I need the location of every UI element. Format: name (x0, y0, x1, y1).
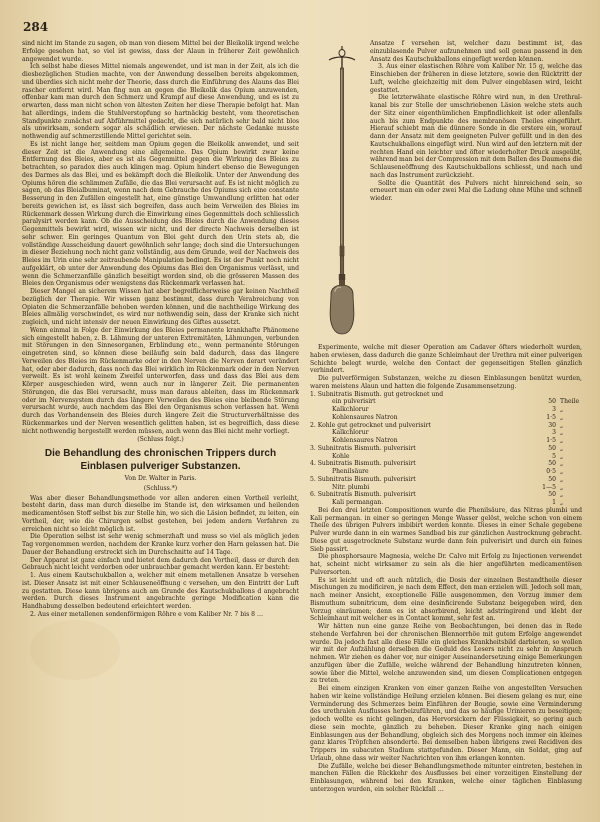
formula-unit: „ (560, 429, 564, 437)
paragraph: 1. Aus einem Kautschukballon a, welcher mit einem metallenen Ansatze b versehen ist. Dieser Ansatz ist mit einer Schlauseneöffnung c versehen, um den Eintritt der Luft zu gestatten. Diese kann übrigens auch am Grunde des Kautschukballons d angebracht werden. Durch dieses Instrument angebrachte geringe Modification kann die Handhabung desselben bedeutend erleichtert werden. (22, 572, 299, 610)
formula-amount: 5 (552, 452, 556, 460)
formula-unit: „ (560, 444, 564, 452)
formula-list (310, 391, 582, 507)
left-column (22, 40, 299, 820)
formula-row (310, 437, 582, 445)
formula-amount: 0·5 (546, 468, 556, 475)
article-author: Von Dr. Walter in Paris. (124, 475, 197, 482)
right-bottom-intro (310, 344, 582, 391)
formula-unit: „ (560, 475, 564, 483)
formula-unit: „ (560, 452, 564, 460)
formula-unit (556, 391, 582, 399)
article-title: Die Behandlung des chronischen Trippers durch Einblasen pulveriger Substanzen. (44, 448, 277, 472)
formula-unit: „ (560, 499, 564, 506)
paragraph: Ich selbst habe dieses Mittel niemals angewendet, und ist man in der Zeit, als ich die diesbezüglichen Studien machte, von der Anwendung desselben bereits abgekommen, und überdies sich nicht mehr der Theorie, dass durch die Einführung des Alauns das Blei rascher entfernt wird. Man fing nun an gegen die Bleikolik das Opium anzuwenden, offenbar kam man durch den Schmerz und Krampf auf diese Anwendung, und es ist zu erwarten, dass man nicht schon von ältesten Zeiten her diese Therapie befolgt hat. Man hat allerdings, indem die Stuhlverstopfung so hartnäckig besteht, vom theoretischen Standpunkte zunächst auf Abführmittel gedacht, die sich natürlich sehr bald nicht blos als unwirksam, sondern sogar als schädlich erwiesen. Der nächste Gedanke musste nothwendig auf schmerzstillende Mittel gerichtet sein. (22, 63, 299, 140)
right-top-paragraphs (370, 40, 582, 203)
formula-ingredient: 5. Subnitratis Bismuth. pulverisirt (310, 475, 416, 483)
formula-ingredient: 4. Subnitratis Bismuth. pulverisirt (310, 460, 416, 468)
formula-row (310, 460, 582, 468)
formula-unit: Theile (560, 398, 580, 406)
paragraph: Dieser Mangel an sicherem Wissen hat aber begreiflicherweise gar keinen Nachtheil bezüglich der Therapie. Wir wissen ganz bestimmt, dass durch Verabreichung von Opiaten die Schmerzanfälle behoben werden können, und die nachtheilige Wirkung des Bleies allmälig verschwindet, es wird nur nothwendig sein, dass der Kranke sich nicht zugleich, und nicht intensiv der neuen Einwirkung des Giftes aussetzt. (22, 288, 299, 326)
right-bottom-paragraphs (310, 507, 582, 794)
formula-ingredient: Phenilsäure (332, 468, 369, 475)
paragraph: Experimente, welche mit dieser Operation am Cadaver öfters wiederholt wurden, haben erwiesen, dass dadurch die ganze Schleimhaut der Urethra mit einer pulverigen Schichte belegt wurde, welche den Contact der gegenseitigen Stellen gänzlich verhindert. (310, 344, 582, 375)
formula-ingredient: Kalkchlorur (332, 406, 369, 413)
formula-ingredient: 6. Subnitratis Bismuth. pulverisirt (310, 491, 416, 499)
formula-ingredient: ein pulverisirt (332, 398, 376, 406)
right-column-top (370, 40, 582, 342)
paragraph: Bei einem einzigen Kranken von einer ganzen Reihe von angestellten Versuchen haben wir keine vollständige Heilung erzielen können. Bei diesem gelang es nur, eine Verminderung des Schmerzes beim Einführen der Bougie, sowie eine Verminderung des urethralen Ausflusses herbeizuführen, und das so häufige Urinieren zu beseitigen; jedoch wollte es nicht gelingen, das Hervorsickern der Flüssigkeit, so gering auch diese sein mochte, gänzlich zu beheben. Dieser Kranke ging nach einigen Einblasungen aus der Behandlung, obgleich sich des Morgens noch immer ein kleines ganz klares Tröpfchen absonderte. Bei demselben haben übrigens zwei Recidiven des Trippers im subacuten Stadium stattgefunden. Dieser Mann, ein Soldat, ging auf Urlaub, ohne dass wir weiter Nachrichten von ihm erlangen konnten. (310, 685, 582, 762)
formula-amount: 50 (548, 491, 556, 499)
left-paragraphs (22, 40, 299, 435)
paragraph: Die Operation selbst ist sehr wenig schmerzhaft und muss so viel als möglich jeden Tag vorgenommen werden, nachdem der Kranke kurz vorher den Harn gelassen hat. Die Dauer der Behandlung erstreckt sich im Durchschnitte auf 14 Tage. (22, 533, 299, 556)
paragraph: Sollte die Quantität des Pulvers nicht hinreichend sein, so erneuert man ein oder zwei Mal die Ladung ohne Mühe und schnell wieder. (370, 179, 582, 202)
paragraph: Bei den drei letzten Compositionen wurde die Phenilsäure, das Nitras plumbi und Kali permangan. in einer so geringen Menge Wasser gelöst, welche schon von einem Theile des übrigen Pulvers imbibirt werden konnte. Dieses in einer Schale gegebene Pulver wurde dann in ein warmes Sandbad bis zur gänzlichen Austrocknung gebracht. Diese gut ausgetrocknete Substanz wurde dann fein pulverisirt und durch ein feines Sieb passirt. (310, 506, 582, 553)
formula-row (310, 398, 582, 406)
formula-unit: „ (560, 421, 564, 429)
formula-amount: 50 (548, 475, 556, 483)
article-paragraphs (22, 495, 299, 619)
paragraph: sind nicht im Stande zu sagen, ob man von diesem Mittel bei der Bleikolik irgend welche Erfolge gesehen hat, so viel ist gewiss, dass der Alaun in früherer Zeit gewöhnlich angewendet wurde. (22, 40, 299, 63)
formula-amount: 50 (548, 460, 556, 468)
syringe-apparatus-illustration (325, 44, 359, 342)
formula-amount: 3 (552, 406, 556, 413)
formula-row (310, 445, 582, 453)
formula-row (310, 499, 582, 507)
paragraph: Was aber dieser Behandlungsmethode vor allen anderen einen Vortheil verleiht, besteht darin, dass man durch dieselbe im Stande ist, den wirksamen und heilenden medicamentösen Stoff selbst bis zur Stelle hin, wo sich die Läsion befindet, zu leiten, ein Vortheil, der, wie die Chirurgen selbst gestehen, bei jedem andern Verfahren zu erreichen nicht so leicht möglich ist. (22, 494, 299, 533)
formula-row (310, 468, 582, 476)
formula-unit: „ (560, 460, 564, 468)
formula-ingredient: Kali permangan. (332, 499, 384, 506)
formula-amount: 1—5 (542, 483, 556, 491)
paragraph: Die phosphorsaure Magnesia, welche Dr. Calvo mit Erfolg zu Injectionen verwendet hat, scheint nicht wirksamer zu sein als die hier angeführten medicamentösen Pulversorten. (310, 553, 582, 576)
formula-row (310, 491, 582, 499)
formula-row (310, 414, 582, 422)
formula-unit: „ (560, 406, 564, 413)
formula-row (310, 484, 582, 492)
formula-amount: 50 (548, 444, 556, 452)
formula-amount: 3 (552, 429, 556, 437)
formula-unit: „ (560, 437, 564, 444)
formula-ingredient: Kalkchlorur (332, 429, 369, 437)
paragraph: 3. Aus einer elastischen Röhre vom Kaliber Nr. 15 g, welche das Einschieben der früheren in diese letztere, sowie den Rücktritt der Luft, welche gleichzeitig mit dem Pulver eingeblasen wird, leicht gestattet. (370, 63, 582, 94)
paragraph: Wenn einmal in Folge der Einwirkung des Bleies permanente krankhafte Phänomene sich eingestellt haben, z. B. Lähmung der unteren Extremitäten, Lähmungen, verbunden mit Störungen in den Sinnesorganen, Erblindung etc., wenn permanente Störungen eingetreten sind, so können diese beiläufig sein bald dadurch, dass das längere Verweilen des Bleies im Rückenmarke oder in den Nerven die Nerven derart verändert hat, oder aber dadurch, dass noch das Blei wirklich im Rückenmark oder in den Nerven verweilt. Es ist wohl keinem Zweifel unterworfen, dass und dass das Blei aus dem Körper ausgeschieden wird, wenn auch nur in längerer Zeit. Die permanenten Störungen, die das Blei verursacht, muss man daraus ableiten, dass im Rückenmark oder im Nervensystem durch das längere Verweilen des Bleies eine bleibende Störung verursacht wurde, auch nachdem das Blei den Organismus schon verlassen hat. Wenn durch das Vorhandensein des Bleies durch längere Zeit die Structurverhältnisse des Rückenmarkes und der Nerven wesentlich gelitten haben, ist es begreiflich, dass diese nicht nothwendig hergestellt werden müssen, auch wenn das Blei nicht mehr vorliegt. (22, 326, 299, 435)
formula-unit: „ (560, 413, 564, 421)
formula-amount (526, 391, 556, 399)
formula-row (310, 476, 582, 484)
right-column-bottom (310, 344, 582, 820)
formula-row (310, 391, 582, 399)
paragraph: Die Zufälle, welche bei dieser Behandlungsmethode mitunter eintreten, bestehen in manchen Fällen die Rückkehr des Ausflusses bei einer vorzeitigen Einstellung der Einblasungen, während bei den Kranken, welche einer täglichen Einblasung unterzogen wurden, ein solcher Rückfall … (310, 762, 582, 793)
formula-unit: „ (560, 468, 564, 475)
formula-unit: „ (560, 491, 564, 499)
page-number: 284 (23, 20, 49, 34)
formula-amount: 1·5 (546, 413, 556, 421)
formula-amount: 1·5 (546, 437, 556, 444)
paragraph: Die letzterwähnte elastische Röhre wird nun, in den Urethral-kanal bis zur Stelle der umschriebenen Läsion welche stets auch der Sitz einer eigenthümlichen Empfindlichkeit ist oder allenfalls auch bis zum Endpunkte des membranösen Theiles eingeführt. Hierauf schiebt man die dünnere Sonde in die erstere ein, worauf dann der Ansatz mit dem geeigneten Pulver gefüllt und in den des Kautschukballons eingefügt wird. Nun wird auf den letztern mit der rechten Hand ein leichter und öfter wiederholter Druck ausgeübt, während man bei der Compression mit dem Ballen des Daumens die Schlauseneöffnung des Kautschukballons schliesst, und nach und nach das Instrument zurückzieht. (370, 94, 582, 179)
formula-ingredient: 1. Subnitratis Bismuth. gut getrocknet und (310, 390, 444, 398)
formula-amount: 50 (548, 398, 556, 406)
formula-row (310, 429, 582, 437)
formula-amount: 1 (552, 499, 556, 506)
paragraph: Es ist leicht und oft auch nützlich, die Dosis der einzelnen Bestandtheile dieser Mischungen zu modificiren, je nach dem Effect, den man erzielen will. Jedoch soll man, nach meiner Ansicht, exceptionelle Fälle ausgenommen, den Vorzug immer dem Bismuthum subnitricum, dem eine desinficirende Substanz beigegeben wird, den Vorzug einräumen; denn es ist absorbirend, leicht adstringirend und klebt der Schleimhaut mit welcher es in Contact kommt, sehr fest an. (310, 576, 582, 623)
formula-ingredient: Nitr. plumbi (332, 483, 370, 491)
formula-ingredient: Kohlensaures Natron (332, 437, 398, 444)
paragraph: Ansatze f versehen ist, welcher dazu bestimmt ist, das einzublasende Pulver aufzunehmen und soll genau passend in den Ansatz des Kautschukballons eingefügt werden können. (370, 40, 582, 63)
formula-row (310, 406, 582, 414)
paragraph: Wir hätten nun eine ganze Reihe von Beobachtungen, bei denen das in Rede stehende Verfahren bei der chronischen Blennorrhöe mit gutem Erfolge angewendet wurde. Da jedoch fast alle diese Fälle ein gleiches Krankheitsbild darbieten, so wollen wir mit der Aufzählung derselben die Geduld des Lesers nicht zu sehr in Anspruch nehmen. Wir ziehen es daher vor, nur einiger Auseinandersetzung einige Bemerkungen anzufügen über die Zufälle, welche während der Behandlung hinzutreten können, sowie über die Mittel, welche anzuwenden sind, um diesen Complicationen entgegen zu treten. (310, 623, 582, 685)
formula-ingredient: 3. Subnitratis Bismuth. pulverisirt (310, 444, 416, 452)
paragraph: Es ist nicht lange her, seitdem man Opium gegen die Bleikolik anwendet, und seit dieser Zeit ist die Anwendung eine allgemeine. Das Opium bewirkt zwar keine Entfernung des Bleies, aber es ist als Gegenmittel gegen die Wirkung des Bleies zu betrachten, so paradox dies auch klingen mag. Opium hindert ebenso die Bewegungen des Darmes als das Blei, und es bekämpft doch die Bleikolik. Unter der Anwendung des Opiums hören die schlimmen Zufälle, die das Blei verursacht auf. Es ist nicht möglich zu sagen, ob das Bleialbuminat, wenn nach dem Gebrauche des Opiums sich eine constante Besserung in den Zufällen eingestellt hat, eine günstige Umwandlung erlitten hat oder bereits gewichen ist, es lässt sich begreifen, dass auch beim Verweilen des Bleies im Rückenmark dessen Wirkung durch die Einwirkung eines Gegenmittels doch schliesslich paralysirt werden kann. Ob die Ausscheidung des Bleies durch die Anwendung dieses Gegenmittels bewirkt wird, wissen wir nicht, und der directe Nachweis derselben ist sehr schwer. Ein geringes Quantum von Blei geht durch den Urin stets ab, die vollständige Ausscheidung dauert gewöhnlich sehr lange; doch sind die Untersuchungen in dieser Beziehung noch nicht ganz vollständig, aus dem Grunde, weil der Nachweis des Bleies im Urin eine sehr zeitraubende Manipulation bedingt. Es ist der Punkt noch nicht aufgeklärt, ob unter der Anwendung des Opiums das Blei den Organismus verlässt, und wenn die Schmerzanfälle gänzlich beseitigt worden sind, ob die grösseren Massen des Bleies den Organismus oder wenigstens das Rückenmark verlassen hat. (22, 140, 299, 288)
paragraph: Der Apparat ist ganz einfach und bietet dem dadurch den Vortheil, dass er durch den Gebrauch nicht leicht verdorben oder unbrauchbar gemacht werden kann. Er besteht: (22, 556, 299, 572)
formula-row (310, 422, 582, 430)
formula-ingredient: Kohle (332, 452, 350, 460)
paragraph: Die pulverförmigen Substanzen, welche zu diesen Einblasungen benützt wurden, waren meistens Alaun und hatten die folgende Zusammensetzung. (310, 375, 582, 390)
article-note: (Schluss.*) (143, 484, 178, 492)
formula-unit: „ (560, 483, 564, 491)
formula-ingredient: 2. Kohle gut getrocknet und pulverisirt (310, 421, 431, 429)
formula-ingredient: Kohlensaures Natron (332, 413, 398, 421)
to-be-continued: (Schluss folgt.) (137, 436, 184, 444)
formula-amount: 30 (548, 421, 556, 429)
formula-row (310, 453, 582, 461)
paragraph: 2. Aus einer metallenen sondenförmigen Röhre e vom Kaliber Nr. 7 bis 8 … (30, 610, 264, 618)
